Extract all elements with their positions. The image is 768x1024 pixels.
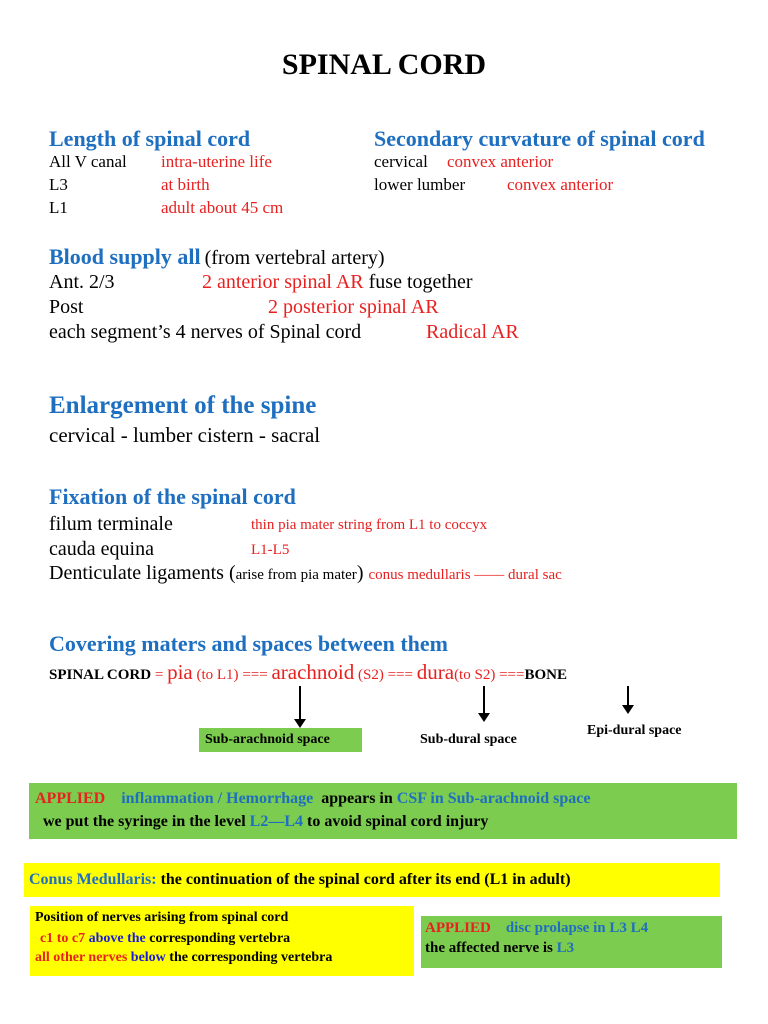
coverings-sep-1: === — [242, 667, 268, 683]
coverings-eq: = — [154, 667, 164, 683]
coverings-dura: dura — [416, 660, 455, 684]
position-l3-c: the corresponding vertebra — [169, 950, 333, 965]
coverings-arachnoid: arachnoid — [271, 660, 355, 684]
length-heading: Length of spinal cord — [49, 126, 251, 151]
curvature-value-1: convex anterior — [447, 152, 554, 171]
enlargement-text: cervical - lumber cistern - sacral — [49, 423, 321, 447]
length-label-1: All V canal — [49, 152, 127, 171]
applied1-line2 — [43, 813, 488, 831]
applied1-t3: CSF in Sub-arachnoid space — [396, 790, 591, 807]
conus-line — [29, 871, 571, 889]
fixation-dent-value: conus medullaris —— dural sac — [368, 567, 562, 583]
blood-ant-value: 2 anterior spinal AR — [202, 271, 364, 293]
curvature-heading: Secondary curvature of spinal cord — [374, 126, 705, 151]
epi-dural-label: Epi-dural space — [587, 723, 682, 738]
fixation-cauda-value: L1-L5 — [251, 542, 290, 558]
coverings-sc: SPINAL CORD — [49, 667, 152, 683]
position-box — [30, 906, 414, 976]
length-label-3: L1 — [49, 198, 68, 217]
fixation-cauda-label: cauda equina — [49, 538, 154, 560]
enlargement-heading: Enlargement of the spine — [49, 392, 317, 419]
position-l2-a: c1 to c7 — [40, 931, 86, 946]
arrow-down-icon-epi-dural — [627, 686, 629, 708]
curvature-value-2: convex anterior — [507, 175, 614, 194]
coverings-equation — [49, 660, 567, 685]
fixation-dent-label: Denticulate ligaments ( — [49, 562, 236, 584]
sub-arachnoid-box — [199, 728, 362, 752]
conus-box — [24, 863, 720, 897]
blood-post-value: 2 posterior spinal AR — [268, 296, 439, 318]
applied2-line2-b: L3 — [556, 940, 575, 956]
blood-seg-text: each segment’s 4 nerves of Spinal cord — [49, 321, 362, 343]
arrow-down-icon-sub-dural — [483, 686, 485, 716]
coverings-dura-note: (to S2) — [454, 667, 496, 683]
applied2-t1: disc prolapse in L3 L4 — [505, 920, 649, 936]
fixation-dent-close: ) — [356, 562, 364, 584]
coverings-sep-3: === — [499, 667, 525, 683]
applied1-t1: inflammation / Hemorrhage — [121, 790, 314, 807]
applied-box-1 — [29, 783, 737, 839]
arrow-down-icon-sub-arachnoid — [299, 686, 301, 722]
applied1-t2: appears in — [321, 790, 393, 807]
coverings-arachnoid-note: (S2) — [358, 667, 384, 683]
length-value-3: adult about 45 cm — [161, 198, 284, 217]
sub-dural-label: Sub-dural space — [420, 732, 517, 747]
fixation-filum-label: filum terminale — [49, 513, 173, 535]
fixation-dent-line — [49, 562, 562, 585]
applied2-line2-a: the affected nerve is — [425, 940, 553, 956]
length-label-2: L3 — [49, 175, 68, 194]
position-l2-c: corresponding vertebra — [149, 931, 291, 946]
coverings-heading: Covering maters and spaces between them — [49, 631, 448, 656]
applied2-tag: APPLIED — [425, 920, 491, 936]
applied1-line2-a: we put the syringe in the level — [43, 813, 246, 830]
position-line1: Position of nerves arising from spinal cord — [35, 910, 289, 925]
coverings-pia-note: (to L1) — [196, 667, 239, 683]
applied1-line1 — [35, 790, 590, 808]
blood-ant-label: Ant. 2/3 — [49, 271, 115, 293]
page-title: SPINAL CORD — [281, 48, 487, 81]
applied1-tag: APPLIED — [35, 790, 106, 807]
curvature-label-2: lower lumber — [374, 175, 466, 194]
length-value-2: at birth — [161, 175, 210, 194]
applied2-line2 — [425, 940, 574, 957]
curvature-label-1: cervical — [374, 152, 428, 171]
position-l3-b: below — [130, 950, 166, 965]
blood-heading-note: (from vertebral artery) — [204, 247, 385, 269]
blood-heading: Blood supply all — [49, 244, 201, 269]
position-l3-a: all other nerves — [35, 950, 128, 965]
applied1-line2-c: to avoid spinal cord injury — [307, 813, 489, 830]
coverings-bone: BONE — [524, 667, 567, 683]
conus-term: Conus Medullaris: — [29, 871, 157, 888]
conus-text: the continuation of the spinal cord after its end (L1 in adult) — [160, 871, 571, 888]
coverings-pia: pia — [167, 660, 193, 684]
sub-arachnoid-label: Sub-arachnoid space — [205, 732, 330, 747]
position-line3 — [35, 950, 332, 966]
position-line2 — [40, 931, 290, 947]
blood-seg-value: Radical AR — [426, 321, 519, 343]
fixation-heading: Fixation of the spinal cord — [49, 484, 296, 509]
blood-heading-line — [49, 244, 385, 270]
blood-ant-line — [202, 271, 473, 294]
applied-box-2 — [421, 916, 722, 968]
blood-ant-suffix: fuse together — [368, 271, 473, 293]
position-l2-b: above the — [88, 931, 146, 946]
length-value-1: intra-uterine life — [161, 152, 272, 171]
applied2-line1 — [425, 920, 648, 937]
applied1-line2-b: L2—L4 — [249, 813, 303, 830]
fixation-dent-note: arise from pia mater — [235, 567, 357, 583]
fixation-filum-value: thin pia mater string from L1 to coccyx — [251, 517, 488, 533]
coverings-sep-2: === — [387, 667, 413, 683]
blood-post-label: Post — [49, 296, 84, 318]
